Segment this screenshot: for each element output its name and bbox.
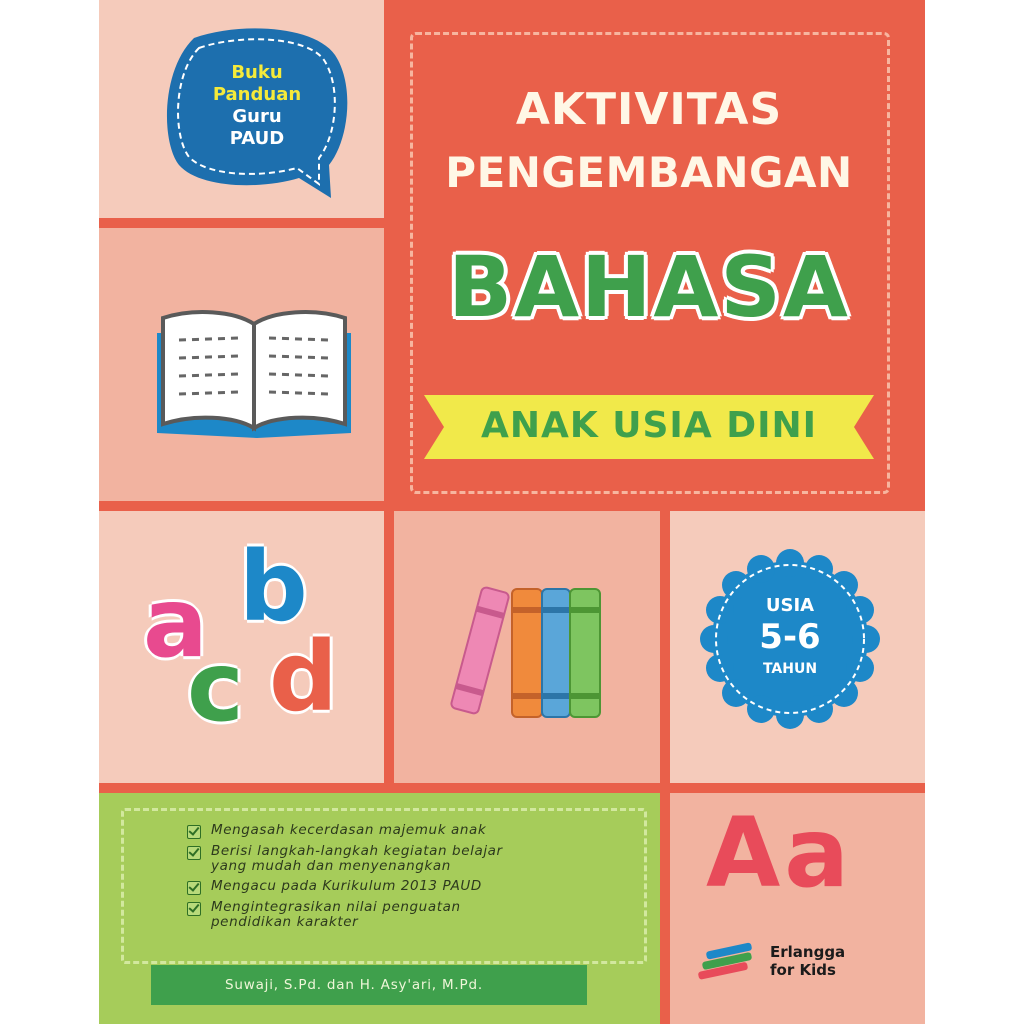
badge-line-3: Guru	[232, 106, 282, 127]
feature-text: Mengintegrasikan nilai penguatan pendidikan karakter	[211, 899, 461, 930]
feature-text: Mengasah kecerdasan majemuk anak	[211, 822, 487, 838]
feature-item	[187, 844, 607, 874]
checkbox-icon	[187, 825, 201, 839]
crayons-icon	[692, 939, 762, 989]
letters-tile	[99, 511, 384, 783]
checkbox-icon	[187, 881, 201, 895]
letter-b: b	[239, 531, 308, 643]
publisher-line-1: Erlangga	[770, 943, 846, 961]
checkbox-icon	[187, 902, 201, 916]
age-unit: TAHUN	[762, 661, 818, 677]
letter-d: d	[269, 621, 338, 733]
badge-line-1: Buku	[231, 62, 283, 83]
authors-text: Suwaji, S.Pd. dan H. Asy'ari, M.Pd.	[225, 977, 483, 993]
title-line-2: PENGEMBANGAN	[445, 148, 853, 197]
open-book-icon	[99, 228, 384, 501]
subject-title: BAHASA	[448, 238, 850, 336]
age-label: USIA	[765, 595, 815, 616]
publisher-line-2: for Kids	[770, 961, 836, 979]
age-tile	[670, 511, 925, 783]
feature-text: Berisi langkah-langkah kegiatan belajar yang mudah dan menyenangkan	[211, 843, 503, 874]
book-tile	[99, 228, 384, 501]
letter-a: a	[143, 567, 208, 679]
books-tile	[394, 511, 660, 783]
badge-text	[197, 62, 317, 150]
badge-tile	[99, 0, 384, 218]
checkbox-icon	[187, 846, 201, 860]
book-cover	[99, 0, 925, 1024]
books-icon	[394, 511, 660, 783]
feature-item	[187, 879, 607, 895]
feature-item	[187, 823, 607, 839]
title-line-1: AKTIVITAS	[515, 84, 783, 135]
features-tile	[99, 793, 660, 1024]
badge-line-4: PAUD	[229, 128, 285, 149]
feature-text: Mengacu pada Kurikulum 2013 PAUD	[211, 878, 482, 894]
alphabet-letters: Aa	[706, 797, 854, 909]
feature-item	[187, 900, 607, 930]
badge-line-2: Panduan	[212, 84, 302, 105]
ribbon-text: ANAK USIA DINI	[480, 405, 818, 446]
age-range: 5-6	[759, 617, 821, 657]
alphabet-tile	[670, 793, 925, 1024]
features-list	[187, 823, 607, 935]
letter-c: c	[187, 631, 244, 743]
